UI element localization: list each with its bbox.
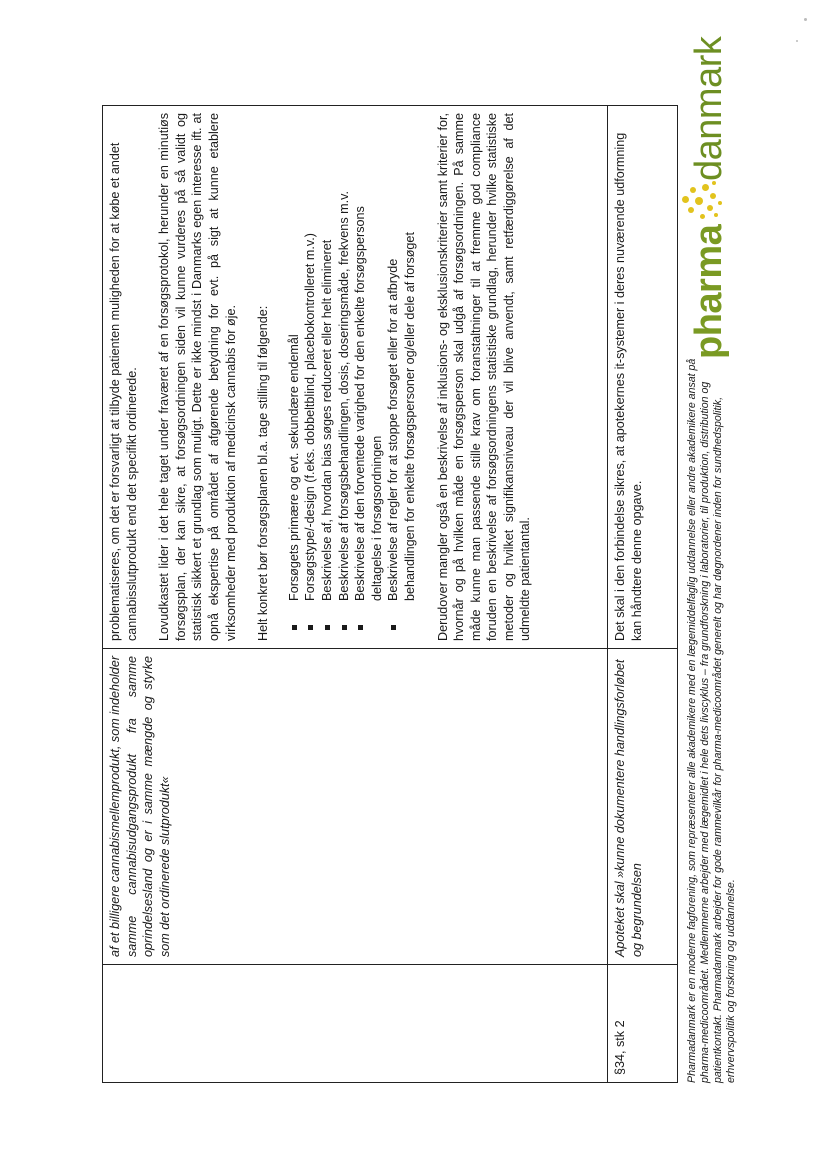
- list-item: Beskrivelse af regler for at stoppe forsøget eller for at afbryde: [385, 113, 402, 641]
- comment-paragraph: Lovudkastet lider i det hele taget under fraværet af en forsøgsprotokol, herunder en minutiøs forsøgsplan, der kan sikre, at forsøgsordningen siden vil kunne vurderes på så validt og statistisk sikkert et grundlag som muligt. Dette er ikke mindst i Danmarks egen interesse ift. at opnå ekspertise på området af afgørende betydning for evt. på sigt at kunne etablere virksomheder med produktion af medicinsk cannabis for øje.: [157, 113, 238, 641]
- quoted-text-cell: Apoteket skal »kunne dokumentere handlingsforløbet og begrundelsen: [608, 649, 678, 965]
- comment-cell: Det skal i den forbindelse sikres, at apotekernes it-systemer i deres nuværende udformning kan håndtere denne opgave.: [608, 106, 678, 649]
- logo-pharma-text: pharma: [688, 224, 730, 359]
- section-cell: [103, 965, 608, 1083]
- footer-line: Pharmadanmark er en moderne fagforening, som repræsenterer alle akademikere med en lægemiddelfaglig uddannelse eller andre akademikere ansat på: [686, 358, 698, 1083]
- list-item: Beskrivelse af, hvordan bias søges reduceret eller helt elimineret: [319, 113, 336, 641]
- comment-table: [102, 105, 678, 1083]
- bullet-list: [286, 113, 419, 641]
- comment-cell: [103, 106, 608, 649]
- list-item: Beskrivelse af den forventede varighed for den enkelte forsøgspersons: [352, 113, 369, 641]
- comment-paragraph: Derudover mangler også en beskrivelse af inklusions- og eksklusionskriterier samt kriterier for, hvornår og på hvilken måde en forsøgsperson skal udgå af forsøgsordningen. På samme måde kunne man passende stille krav om foranstaltninger til at fremme god compliance foruden en beskrivelse af forsøgsordningens statistiske grundlag, herunder hvilke statistiske metoder og hvilket signifikansniveau der vil blive anvendt, samt retfærdiggørelse af det udmeldte patientantal.: [435, 113, 533, 641]
- table-row: [608, 106, 678, 1083]
- logo-danmark-text: danmark: [688, 36, 730, 181]
- comment-paragraph: problematiseres, om det er forsvarligt at tilbyde patienten muligheden for at købe et andet cannabisslutprodukt end det specifikt ordinerede.: [108, 142, 139, 641]
- list-item: Beskrivelse af forsøgsbehandlingen, dosis, doseringsmåde, frekvens m.v.: [336, 113, 353, 641]
- list-item: Forsøgstype/-design (f.eks. dobbeltblind, placebokontrolleret m.v.): [302, 113, 319, 641]
- quoted-text-cell: af et billigere cannabismellemprodukt, som indeholder samme cannabisudgangsprodukt fra samme oprindelsesland og er i samme mængde og styrke som det ordinerede slutprodukt«: [103, 649, 608, 965]
- footer-line: patientkontakt. Pharmadanmark arbejder for gode rammevilkår for pharma-medicoområdet generelt og har døgnordener inden for sundhedspolitik,: [712, 396, 724, 1083]
- table-row: [103, 106, 608, 1083]
- footer-line: erhvervspolitik og forskning og uddannelse.: [725, 879, 737, 1083]
- footer-note: [686, 83, 738, 1083]
- list-item: deltagelse i forsøgsordningen: [369, 435, 384, 601]
- section-cell: §34, stk 2: [608, 965, 678, 1083]
- footer-line: pharma-medicoområdet. Medlemmerne arbejder med lægemidlet i hele dets livscyklus – fra grundforskning i laboratorier, til produktion, distribution og: [699, 381, 711, 1083]
- list-item: behandlingen for enkelte forsøgspersoner og/eller dele af forsøget: [402, 232, 417, 601]
- comment-paragraph: Helt konkret bør forsøgsplanen bl.a. tage stilling til følgende:: [256, 305, 271, 641]
- list-item: Forsøgets primære og evt. sekundære endemål: [286, 113, 303, 641]
